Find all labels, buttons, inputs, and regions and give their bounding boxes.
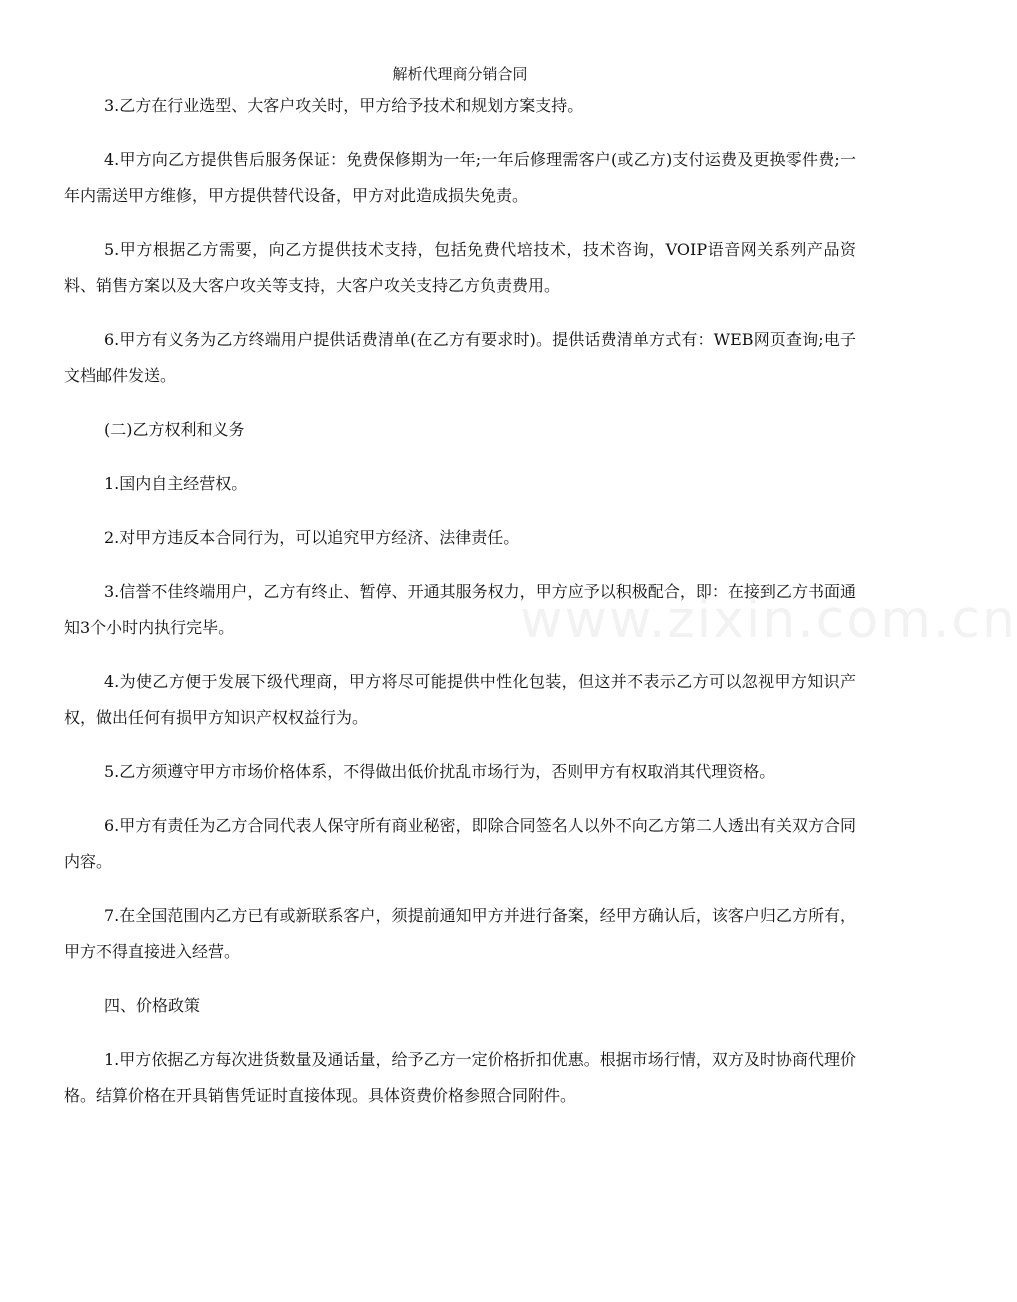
paragraph-10: 5.乙方须遵守甲方市场价格体系，不得做出低价扰乱市场行为，否则甲方有权取消其代理资格。 bbox=[104, 762, 776, 781]
paragraph-6: 1.国内自主经营权。 bbox=[104, 474, 248, 493]
paragraph-9: 4.为使乙方便于发展下级代理商，甲方将尽可能提供中性化包装，但这并不表示乙方可以忽视甲方知识产权，做出任何有损甲方知识产权权益行为。 bbox=[64, 672, 856, 727]
watermark: www.zixin.com.cn bbox=[520, 590, 1017, 650]
paragraph-2: 4.甲方向乙方提供售后服务保证：免费保修期为一年;一年后修理需客户(或乙方)支付运费及更换零件费;一年内需送甲方维修，甲方提供替代设备，甲方对此造成损失免责。 bbox=[64, 150, 856, 205]
paragraph-7: 2.对甲方违反本合同行为，可以追究甲方经济、法律责任。 bbox=[104, 528, 520, 547]
document-body bbox=[64, 88, 856, 1132]
section-heading-party-b: (二)乙方权利和义务 bbox=[104, 420, 245, 439]
section-heading-price-policy: 四、价格政策 bbox=[104, 996, 201, 1015]
paragraph-8: 3.信誉不佳终端用户，乙方有终止、暂停、开通其服务权力，甲方应予以积极配合，即：在接到乙方书面通知3个小时内执行完毕。 bbox=[64, 582, 856, 637]
paragraph-11: 6.甲方有责任为乙方合同代表人保守所有商业秘密，即除合同签名人以外不向乙方第二人透出有关双方合同内容。 bbox=[64, 816, 856, 871]
paragraph-4: 6.甲方有义务为乙方终端用户提供话费清单(在乙方有要求时)。提供话费清单方式有：WEB网页查询;电子文档邮件发送。 bbox=[64, 330, 856, 385]
paragraph-14: 1.甲方依据乙方每次进货数量及通话量，给予乙方一定价格折扣优惠。根据市场行情，双方及时协商代理价格。结算价格在开具销售凭证时直接体现。具体资费价格参照合同附件。 bbox=[64, 1050, 856, 1105]
paragraph-3: 5.甲方根据乙方需要，向乙方提供技术支持，包括免费代培技术，技术咨询，VOIP语音网关系列产品资料、销售方案以及大客户攻关等支持，大客户攻关支持乙方负责费用。 bbox=[64, 240, 856, 295]
page-header-title: 解析代理商分销合同 bbox=[392, 65, 528, 83]
paragraph-12: 7.在全国范围内乙方已有或新联系客户，须提前通知甲方并进行备案，经甲方确认后，该客户归乙方所有，甲方不得直接进入经营。 bbox=[64, 906, 856, 961]
paragraph-1: 3.乙方在行业选型、大客户攻关时，甲方给予技术和规划方案支持。 bbox=[104, 96, 584, 115]
